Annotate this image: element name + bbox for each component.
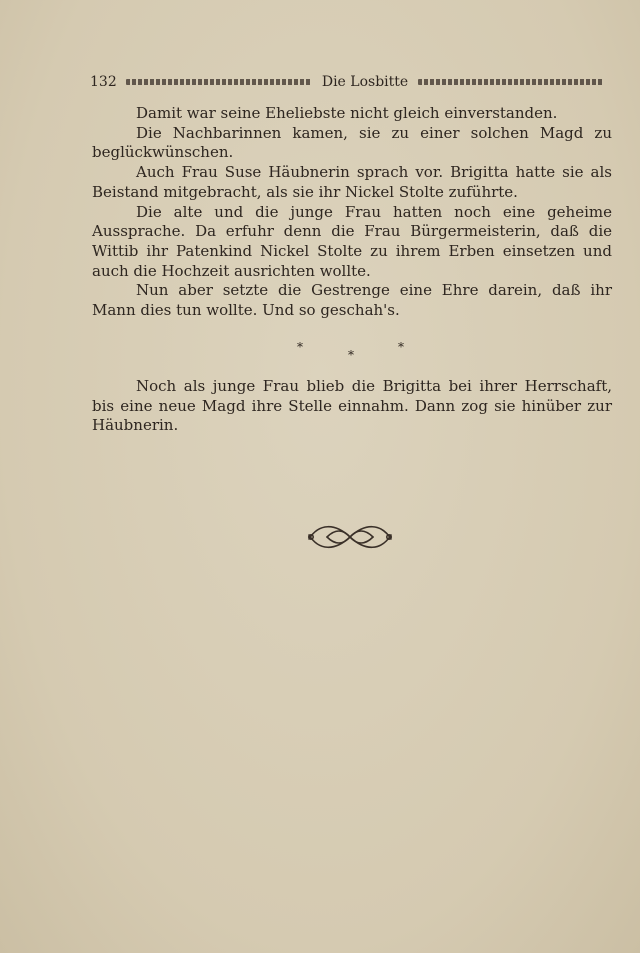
asterisk: *: [398, 340, 404, 354]
body-text: [92, 104, 612, 321]
paragraph: Die alte und die junge Frau hatten noch eine geheime Aussprache. Da erfuhr denn die Frau Bürgermeisterin, daß die Wittib ihr Patenkind Nickel Stolte zu ihrem Erben einsetzen und auch die Hochzeit ausrichten wollte.: [92, 202, 612, 280]
running-title: Die Losbitte: [321, 74, 409, 90]
paragraph: Auch Frau Suse Häubnerin sprach vor. Brigitta hatte sie als Beistand mitgebracht, als sie ihr Nickel Stolte zuführte.: [92, 163, 612, 201]
paragraph: Nun aber setzte die Gestrenge eine Ehre darein, daß ihr Mann dies tun wollte. Und so geschah's.: [92, 281, 612, 320]
decorative-rule-right: [418, 79, 604, 85]
paragraph: Die Nachbarinnen kamen, sie zu einer solchen Magd zu beglückwünschen.: [92, 123, 612, 162]
section-break-asterism: [0, 340, 640, 370]
asterisk: *: [348, 348, 354, 362]
page-header: [90, 72, 610, 92]
asterisk: *: [297, 340, 303, 354]
closing-text: [92, 377, 612, 436]
paragraph: Noch als junge Frau blieb die Brigitta bei ihrer Herrschaft, bis eine neue Magd ihre Stelle einnahm. Dann zog sie hinüber zur Häubnerin.: [92, 377, 612, 435]
page-number: 132: [90, 74, 117, 90]
decorative-rule-left: [126, 79, 312, 85]
flourish-ornament-icon: [305, 517, 395, 557]
paragraph: Damit war seine Eheliebste nicht gleich einverstanden.: [136, 104, 558, 122]
